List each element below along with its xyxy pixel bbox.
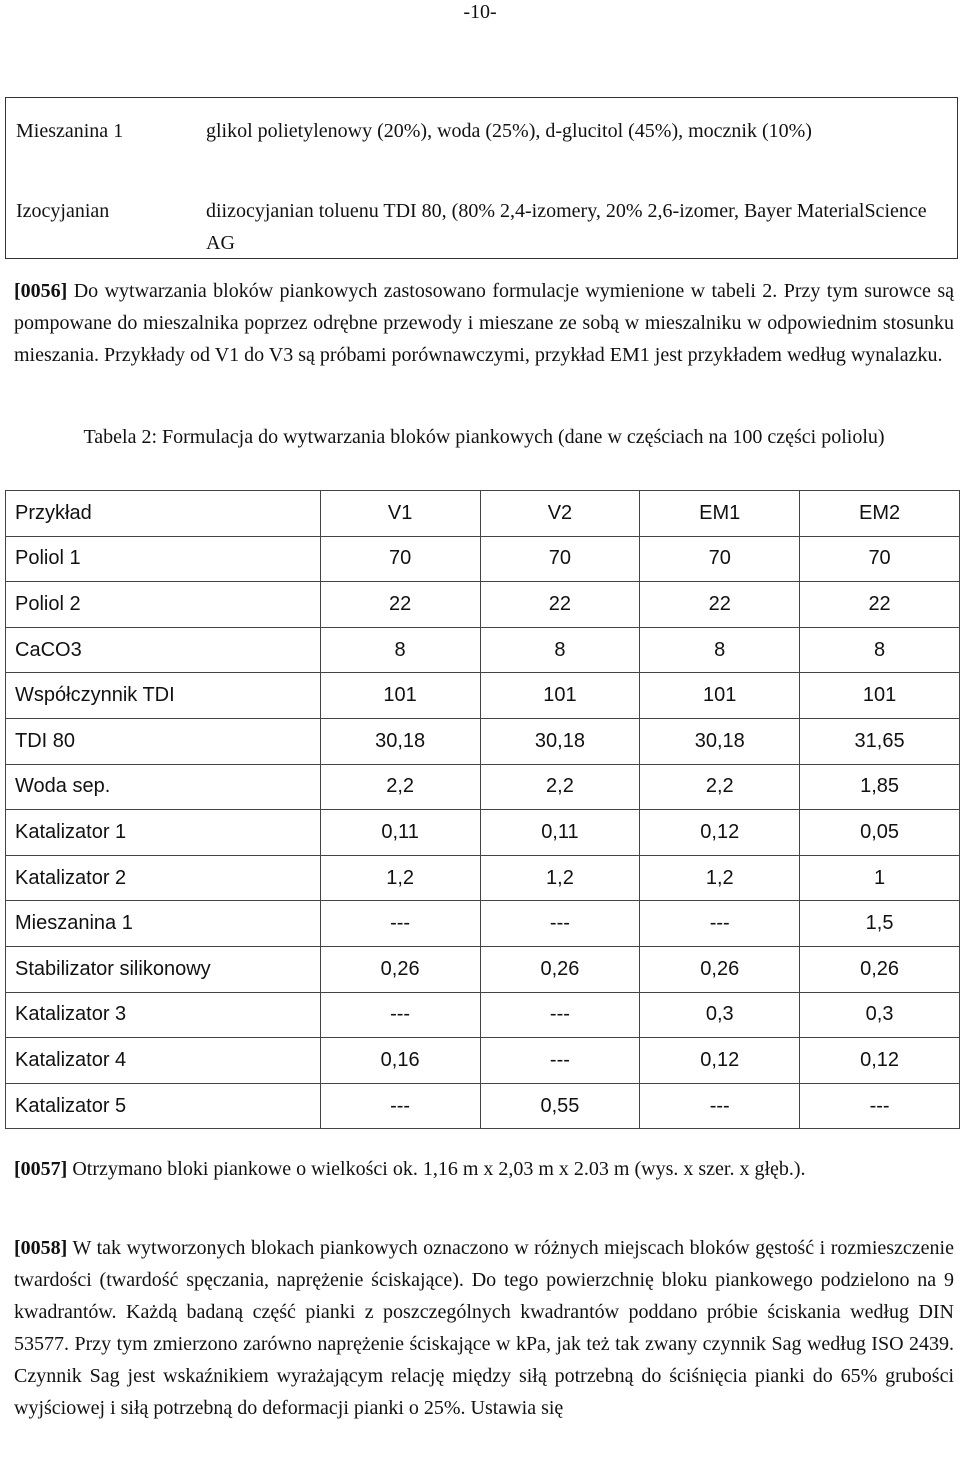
value-cell: 0,3 (640, 992, 800, 1038)
value-cell: 31,65 (800, 718, 960, 764)
value-cell: 0,11 (320, 810, 480, 856)
value-cell: --- (800, 1083, 960, 1129)
table-row (6, 718, 960, 764)
table-row (6, 901, 960, 947)
value-cell: 0,26 (800, 946, 960, 992)
value-cell: 22 (640, 582, 800, 628)
value-cell: 8 (480, 627, 640, 673)
value-cell: 22 (800, 582, 960, 628)
materials-table (5, 97, 958, 259)
table-caption: Tabela 2: Formulacja do wytwarzania bloków piankowych (dane w częściach na 100 części poliolu) (83, 426, 885, 448)
value-cell: --- (480, 992, 640, 1038)
table-row (6, 855, 960, 901)
value-cell: 1,2 (480, 855, 640, 901)
value-cell: 0,55 (480, 1083, 640, 1129)
value-cell: 8 (320, 627, 480, 673)
table-row (6, 582, 960, 628)
row-label-cell: Poliol 2 (6, 582, 321, 628)
paragraph-0057 (14, 1153, 954, 1185)
paragraph-text: Otrzymano bloki piankowe o wielkości ok. 1,16 m x 2,03 m x 2.03 m (wys. x szer. x głęb.). (67, 1158, 806, 1180)
table-row (6, 764, 960, 810)
value-cell: 70 (800, 536, 960, 582)
value-cell: 8 (640, 627, 800, 673)
value-cell: 1,5 (800, 901, 960, 947)
value-cell: 70 (640, 536, 800, 582)
value-cell: --- (480, 1038, 640, 1084)
value-cell: 30,18 (640, 718, 800, 764)
value-cell: --- (320, 901, 480, 947)
table-header-cell: V1 (320, 491, 480, 537)
value-cell: 70 (480, 536, 640, 582)
page-number: -10- (463, 1, 497, 23)
value-cell: 1,2 (640, 855, 800, 901)
value-cell: 22 (480, 582, 640, 628)
value-cell: 101 (320, 673, 480, 719)
row-label-cell: Współczynnik TDI (6, 673, 321, 719)
paragraph-0056 (14, 275, 954, 371)
paragraph-tag: [0058] (14, 1237, 68, 1259)
value-cell: 0,26 (320, 946, 480, 992)
value-cell: --- (640, 1083, 800, 1129)
value-cell: 0,12 (800, 1038, 960, 1084)
table-row (6, 627, 960, 673)
material-name: Izocyjanian (16, 200, 110, 222)
value-cell: 30,18 (480, 718, 640, 764)
material-name: Mieszanina 1 (16, 120, 124, 142)
value-cell: 0,3 (800, 992, 960, 1038)
table-row (6, 673, 960, 719)
table-row (6, 1038, 960, 1084)
value-cell: --- (640, 901, 800, 947)
table-header-cell: V2 (480, 491, 640, 537)
table-header-cell: Przykład (6, 491, 321, 537)
value-cell: --- (320, 992, 480, 1038)
material-description: diizocyjanian toluenu TDI 80, (80% 2,4-izomery, 20% 2,6-izomer, Bayer MaterialScience AG (206, 200, 927, 254)
row-label-cell: Katalizator 4 (6, 1038, 321, 1084)
row-label-cell: Stabilizator silikonowy (6, 946, 321, 992)
value-cell: 101 (480, 673, 640, 719)
value-cell: 0,26 (640, 946, 800, 992)
value-cell: 1,85 (800, 764, 960, 810)
row-label-cell: CaCO3 (6, 627, 321, 673)
row-label-cell: TDI 80 (6, 718, 321, 764)
value-cell: 22 (320, 582, 480, 628)
value-cell: 30,18 (320, 718, 480, 764)
value-cell: 101 (640, 673, 800, 719)
formulation-table-body (6, 491, 960, 1129)
row-label-cell: Woda sep. (6, 764, 321, 810)
table-row (6, 536, 960, 582)
row-label-cell: Mieszanina 1 (6, 901, 321, 947)
row-label-cell: Katalizator 3 (6, 992, 321, 1038)
value-cell: --- (480, 901, 640, 947)
material-description: glikol polietylenowy (20%), woda (25%), d-glucitol (45%), mocznik (10%) (206, 120, 812, 142)
formulation-table (5, 490, 960, 1129)
row-label-cell: Katalizator 5 (6, 1083, 321, 1129)
value-cell: 0,16 (320, 1038, 480, 1084)
value-cell: 2,2 (640, 764, 800, 810)
value-cell: 8 (800, 627, 960, 673)
paragraph-0058 (14, 1232, 954, 1424)
row-label-cell: Katalizator 2 (6, 855, 321, 901)
value-cell: 0,12 (640, 1038, 800, 1084)
table-row (6, 946, 960, 992)
row-label-cell: Poliol 1 (6, 536, 321, 582)
value-cell: 0,12 (640, 810, 800, 856)
value-cell: 1 (800, 855, 960, 901)
row-label-cell: Katalizator 1 (6, 810, 321, 856)
table-row (6, 810, 960, 856)
paragraph-tag: [0057] (14, 1158, 68, 1180)
paragraph-text: Do wytwarzania bloków piankowych zastosowano formulacje wymienione w tabeli 2. Przy tym surowce są pompowane do mieszalnika poprzez odrębne przewody i mieszane ze sobą w mieszalniku w odpowiednim stosunku mieszania. Przykłady od V1 do V3 są próbami porównawczymi, przykład EM1 jest przykładem według wynalazku. (14, 280, 954, 366)
paragraph-tag: [0056] (14, 280, 68, 302)
value-cell: --- (320, 1083, 480, 1129)
value-cell: 1,2 (320, 855, 480, 901)
value-cell: 2,2 (320, 764, 480, 810)
table-header-row (6, 491, 960, 537)
table-row (6, 1083, 960, 1129)
value-cell: 101 (800, 673, 960, 719)
table-header-cell: EM2 (800, 491, 960, 537)
value-cell: 2,2 (480, 764, 640, 810)
value-cell: 0,05 (800, 810, 960, 856)
value-cell: 70 (320, 536, 480, 582)
value-cell: 0,26 (480, 946, 640, 992)
paragraph-text: W tak wytworzonych blokach piankowych oznaczono w różnych miejscach bloków gęstość i rozmieszczenie twardości (twardość spęczania, naprężenie ściskające). Do tego powierzchnię bloku piankowego podzielono na 9 kwadrantów. Każdą badaną część pianki z poszczególnych kwadrantów poddano próbie ściskania według DIN 53577. Przy tym zmierzono zarówno naprężenie ściskające w kPa, jak też tak zwany czynnik Sag według ISO 2439. Czynnik Sag jest wskaźnikiem wyrażającym relację między siłą potrzebną do ściśnięcia pianki do 65% grubości wyjściowej i siłą potrzebną do deformacji pianki o 25%. Ustawia się (14, 1237, 954, 1419)
value-cell: 0,11 (480, 810, 640, 856)
table-row (6, 992, 960, 1038)
table-header-cell: EM1 (640, 491, 800, 537)
